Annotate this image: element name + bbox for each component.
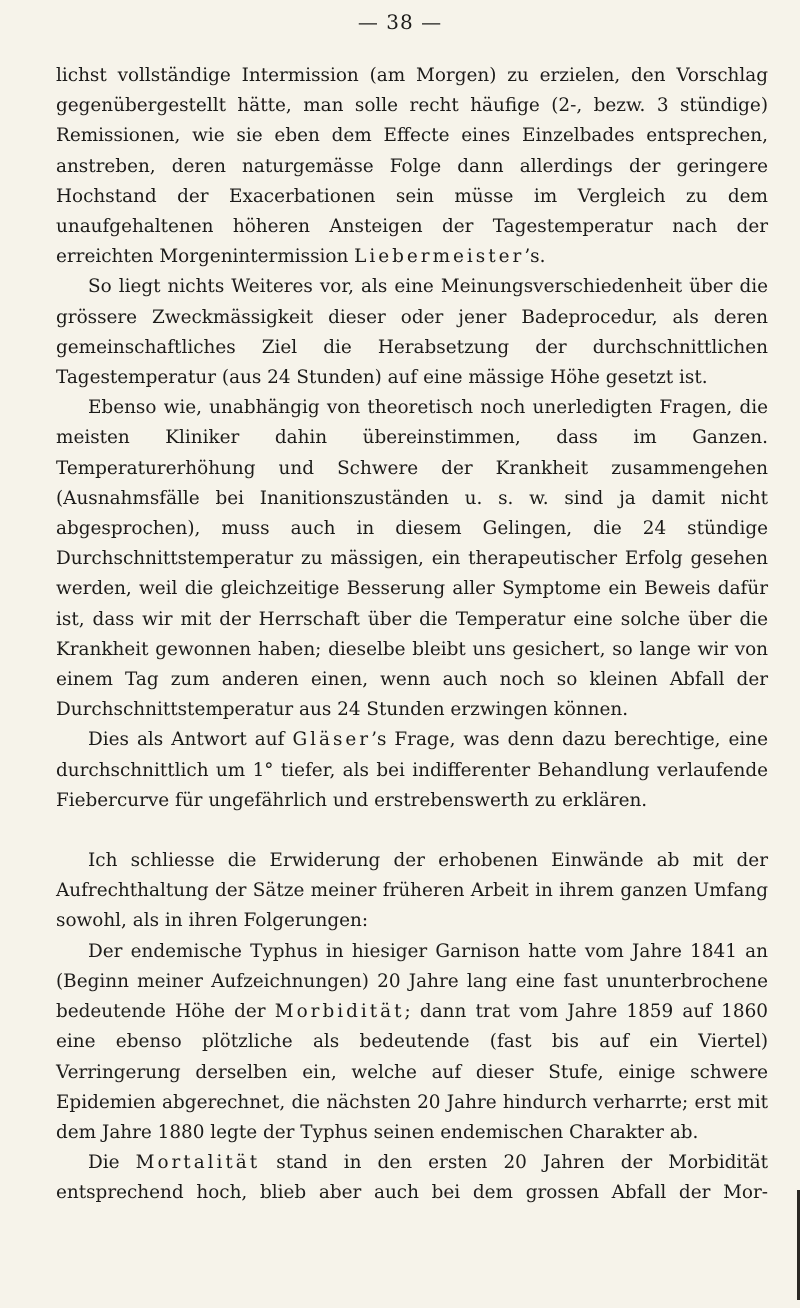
body-text: [56, 61, 768, 1209]
text-run: Ebenso wie, unabhängig von theoretisch noch unerledigten Fragen, die meisten Kliniker dahin übereinstimmen, dass im Ganzen. Temperaturerhöhung und Schwere der Krankheit zusammengehen (Ausnahmsfälle bei Inanitionszuständen u. s. w. sind ja damit nicht abgesprochen), muss auch in diesem Gelingen, die 24 stündige Durchschnittstemperatur zu mässigen, ein therapeutischer Erfolg gesehen werden, weil die gleichzeitige Besserung aller Symptome ein Beweis dafür ist, dass wir mit der Herrschaft über die Temperatur eine solche über die Krankheit gewonnen haben; dieselbe bleibt uns gesichert, so lange wir von einem Tag zum anderen einen, wenn auch noch so kleinen Abfall der Durchschnittstemperatur aus 24 Stunden erzwingen können.: [56, 397, 768, 721]
paragraph: [56, 846, 768, 937]
spaced-name: Gläser: [292, 729, 372, 751]
text-run: ; dann trat vom Jahre 1859 auf 1860 eine ebenso plötzliche als bedeutende (fast bis auf ein Viertel) Verringerung derselben ein, welche auf dieser Stufe, einige schwere Epidemien abgerechnet, die nächsten 20 Jahre hindurch verharrte; erst mit dem Jahre 1880 legte der Typhus seinen endemischen Charakter ab.: [56, 1001, 768, 1143]
text-run: So liegt nichts Weiteres vor, als eine Meinungsverschiedenheit über die grössere Zweckmässigkeit dieser oder jener Badeprocedur, als deren gemeinschaftliches Ziel die Herabsetzung der durchschnittlichen Tagestemperatur (aus 24 Stunden) auf eine mässige Höhe gesetzt ist.: [56, 276, 768, 389]
text-run: ’s.: [524, 246, 546, 268]
paragraph: [56, 937, 768, 1148]
paragraph: [56, 272, 768, 393]
page-number: — 38 —: [357, 10, 443, 34]
text-run: Dies als Antwort auf: [88, 729, 293, 751]
text-run: stand in den ersten 20 Jahren der Morbidität entsprechend hoch, blieb aber auch bei dem grossen Abfall der Mor-: [56, 1152, 769, 1204]
spaced-term: Morbidität: [274, 1001, 405, 1023]
section-gap: [56, 816, 768, 846]
paragraph: [56, 61, 768, 272]
paragraph: [56, 393, 768, 725]
text-run: lichst vollständige Intermission (am Morgen) zu erzielen, den Vorschlag gegenübergestellt hätte, man solle recht häufige (2-, bezw. 3 stündige) Remissionen, wie sie eben dem Effecte eines Einzelbades entsprechen, anstreben, deren naturgemässe Folge dann allerdings der geringere Hochstand der Exacerbationen sein müsse im Vergleich zu dem unaufgehaltenen höheren Ansteigen der Tagestemperatur nach der erreichten Morgenintermission: [56, 65, 768, 268]
text-run: Ich schliesse die Erwiderung der erhobenen Einwände ab mit der Aufrechthaltung der Sätze meiner früheren Arbeit in ihrem ganzen Umfang sowohl, als in ihren Folgerungen:: [56, 850, 768, 932]
text-run: Die: [88, 1152, 136, 1174]
text-run: ’s Frage, was denn dazu berechtige, eine durchschnittlich um 1° tiefer, als bei indifferenter Behandlung verlaufende Fiebercurve für ungefährlich und erstrebenswerth zu erklären.: [56, 729, 768, 811]
paragraph: [56, 1148, 768, 1208]
spaced-term: Mortalität: [135, 1152, 261, 1174]
text-run: Der endemische Typhus in hiesiger Garnison hatte vom Jahre 1841 an (Beginn meiner Aufzeichnungen) 20 Jahre lang eine fast ununterbrochene bedeutende Höhe der: [56, 940, 768, 1023]
spaced-name: Liebermeister: [354, 246, 525, 268]
paragraph: [56, 725, 768, 816]
